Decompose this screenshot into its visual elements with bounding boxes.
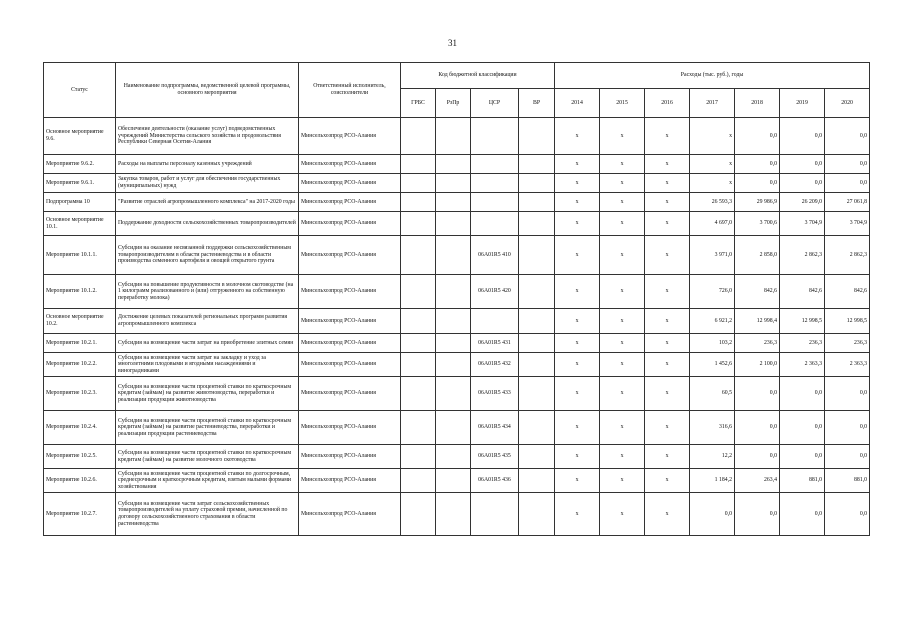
value-cell: x <box>645 445 690 469</box>
rzpr-cell <box>436 493 471 536</box>
grbs-cell <box>401 493 436 536</box>
name-cell: Субсидия на возмещение части затрат сельскохозяйственных товаропроизводителей на уплату страховой премии, начисленной по договору сельскохозяйственного страхования в области растениеводства <box>116 493 299 536</box>
grbs-cell <box>401 377 436 411</box>
header-expenses: Расходы (тыс. руб.), годы <box>555 63 870 89</box>
rzpr-cell <box>436 411 471 445</box>
value-cell: x <box>555 309 600 334</box>
executor-cell: Минсельхозпрод РСО-Алания <box>299 193 401 212</box>
status-cell: Мероприятие 10.2.1. <box>44 334 116 353</box>
vr-cell <box>519 174 555 193</box>
value-cell: x <box>555 193 600 212</box>
table-row <box>44 493 870 536</box>
value-cell: 0,0 <box>780 493 825 536</box>
status-cell: Основное мероприятие 10.2. <box>44 309 116 334</box>
vr-cell <box>519 193 555 212</box>
value-cell: x <box>645 212 690 236</box>
value-cell: 6 921,2 <box>690 309 735 334</box>
name-cell: Расходы на выплаты персоналу казенных учреждений <box>116 155 299 174</box>
status-cell: Основное мероприятие 9.6. <box>44 118 116 155</box>
value-cell: 3 704,9 <box>780 212 825 236</box>
grbs-cell <box>401 469 436 493</box>
value-cell: 0,0 <box>825 155 870 174</box>
status-cell: Мероприятие 10.1.2. <box>44 275 116 309</box>
grbs-cell <box>401 236 436 275</box>
rzpr-cell <box>436 309 471 334</box>
value-cell: 27 061,8 <box>825 193 870 212</box>
header-year: 2014 <box>555 89 600 118</box>
value-cell: 103,2 <box>690 334 735 353</box>
vr-cell <box>519 353 555 377</box>
value-cell: x <box>555 275 600 309</box>
value-cell: 0,0 <box>825 493 870 536</box>
value-cell: 0,0 <box>780 155 825 174</box>
name-cell: Субсидия на возмещение части процентной ставки по краткосрочным кредитам (займам) на развитие растениеводства, переработки и реализации продукции растениеводства <box>116 411 299 445</box>
value-cell: x <box>645 334 690 353</box>
executor-cell: Минсельхозпрод РСО-Алания <box>299 469 401 493</box>
value-cell: 26 593,3 <box>690 193 735 212</box>
budget-table <box>43 62 870 536</box>
name-cell: Субсидия на возмещение части процентной ставки по краткосрочным кредитам (займам) на развитие животноводства, переработки и реализации продукции животноводства <box>116 377 299 411</box>
value-cell: x <box>600 193 645 212</box>
value-cell: x <box>690 118 735 155</box>
name-cell: Субсидия на возмещение части затрат на приобретение элитных семян <box>116 334 299 353</box>
vr-cell <box>519 275 555 309</box>
value-cell: 0,0 <box>825 377 870 411</box>
value-cell: 0,0 <box>735 493 780 536</box>
value-cell: x <box>600 118 645 155</box>
executor-cell: Минсельхозпрод РСО-Алания <box>299 445 401 469</box>
grbs-cell <box>401 174 436 193</box>
grbs-cell <box>401 193 436 212</box>
rzpr-cell <box>436 118 471 155</box>
value-cell: 0,0 <box>780 118 825 155</box>
value-cell: 2 100,0 <box>735 353 780 377</box>
value-cell: x <box>600 493 645 536</box>
value-cell: 3 704,9 <box>825 212 870 236</box>
table-row <box>44 469 870 493</box>
value-cell: 0,0 <box>735 155 780 174</box>
rzpr-cell <box>436 212 471 236</box>
name-cell: Поддержание доходности сельскохозяйственных товаропроизводителей <box>116 212 299 236</box>
vr-cell <box>519 411 555 445</box>
rzpr-cell <box>436 445 471 469</box>
name-cell: Закупка товаров, работ и услуг для обеспечения государственных (муниципальных) нужд <box>116 174 299 193</box>
header-vr: ВР <box>519 89 555 118</box>
value-cell: 26 209,0 <box>780 193 825 212</box>
table-body <box>44 118 870 536</box>
value-cell: 0,0 <box>825 118 870 155</box>
rzpr-cell <box>436 155 471 174</box>
executor-cell: Минсельхозпрод РСО-Алания <box>299 493 401 536</box>
grbs-cell <box>401 309 436 334</box>
vr-cell <box>519 493 555 536</box>
value-cell: 4 697,0 <box>690 212 735 236</box>
csr-cell: 06А01R5 434 <box>471 411 519 445</box>
name-cell: Субсидия на оказание несвязанной поддержки сельскохозяйственным товаропроизводителям в области растениеводства и в области производства семенного картофеля и овощей открытого грунта <box>116 236 299 275</box>
rzpr-cell <box>436 334 471 353</box>
grbs-cell <box>401 275 436 309</box>
value-cell: x <box>645 275 690 309</box>
value-cell: x <box>555 445 600 469</box>
value-cell: x <box>600 411 645 445</box>
value-cell: 0,0 <box>735 174 780 193</box>
status-cell: Основное мероприятие 10.1. <box>44 212 116 236</box>
value-cell: x <box>555 377 600 411</box>
value-cell: x <box>645 309 690 334</box>
status-cell: Мероприятие 10.2.2. <box>44 353 116 377</box>
value-cell: 236,3 <box>735 334 780 353</box>
table-row <box>44 155 870 174</box>
header-name: Наименование подпрограммы, ведомственной целевой программы, основного мероприятия <box>116 63 299 118</box>
rzpr-cell <box>436 236 471 275</box>
value-cell: 12,2 <box>690 445 735 469</box>
value-cell: x <box>690 155 735 174</box>
value-cell: 2 363,3 <box>825 353 870 377</box>
value-cell: 881,0 <box>780 469 825 493</box>
table-row <box>44 174 870 193</box>
value-cell: 881,0 <box>825 469 870 493</box>
status-cell: Мероприятие 9.6.2. <box>44 155 116 174</box>
value-cell: x <box>555 155 600 174</box>
value-cell: x <box>555 174 600 193</box>
csr-cell <box>471 174 519 193</box>
value-cell: x <box>600 469 645 493</box>
value-cell: 1 184,2 <box>690 469 735 493</box>
status-cell: Мероприятие 10.2.4. <box>44 411 116 445</box>
executor-cell: Минсельхозпрод РСО-Алания <box>299 118 401 155</box>
header-csr: ЦСР <box>471 89 519 118</box>
header-bk-code: Код бюджетной классификации <box>401 63 555 89</box>
value-cell: 842,6 <box>780 275 825 309</box>
grbs-cell <box>401 445 436 469</box>
value-cell: 0,0 <box>780 445 825 469</box>
name-cell: Субсидия на повышение продуктивности в молочном скотоводстве (на 1 килограмм реализованного и (или) отгруженного на собственную переработку молока) <box>116 275 299 309</box>
name-cell: "Развитие отраслей агропромышленного комплекса" на 2017-2020 годы <box>116 193 299 212</box>
table-row <box>44 309 870 334</box>
header-year: 2020 <box>825 89 870 118</box>
csr-cell: 06А01R5 436 <box>471 469 519 493</box>
value-cell: 726,0 <box>690 275 735 309</box>
rzpr-cell <box>436 174 471 193</box>
value-cell: 29 986,9 <box>735 193 780 212</box>
value-cell: 12 998,5 <box>825 309 870 334</box>
value-cell: 0,0 <box>825 445 870 469</box>
grbs-cell <box>401 118 436 155</box>
vr-cell <box>519 118 555 155</box>
rzpr-cell <box>436 193 471 212</box>
csr-cell: 06А01R5 410 <box>471 236 519 275</box>
value-cell: x <box>600 236 645 275</box>
header-grbs: ГРБС <box>401 89 436 118</box>
executor-cell: Минсельхозпрод РСО-Алания <box>299 155 401 174</box>
value-cell: x <box>555 334 600 353</box>
header-year: 2015 <box>600 89 645 118</box>
table-row <box>44 445 870 469</box>
header-status: Статус <box>44 63 116 118</box>
value-cell: x <box>555 212 600 236</box>
value-cell: x <box>645 155 690 174</box>
value-cell: 2 862,3 <box>825 236 870 275</box>
page-number: 31 <box>448 38 457 48</box>
value-cell: x <box>645 353 690 377</box>
status-cell: Подпрограмма 10 <box>44 193 116 212</box>
value-cell: 2 862,3 <box>780 236 825 275</box>
table-row <box>44 193 870 212</box>
value-cell: x <box>600 445 645 469</box>
name-cell: Обеспечение деятельности (оказание услуг) подведомственных учреждений Министерства сельского хозяйства и продовольствия Республики Северная Осетия-Алания <box>116 118 299 155</box>
value-cell: x <box>600 309 645 334</box>
rzpr-cell <box>436 377 471 411</box>
table-row <box>44 236 870 275</box>
vr-cell <box>519 155 555 174</box>
status-cell: Мероприятие 10.2.5. <box>44 445 116 469</box>
value-cell: x <box>645 493 690 536</box>
header-rzpr: РзПр <box>436 89 471 118</box>
value-cell: x <box>600 155 645 174</box>
csr-cell <box>471 493 519 536</box>
vr-cell <box>519 309 555 334</box>
value-cell: 316,6 <box>690 411 735 445</box>
value-cell: x <box>555 236 600 275</box>
value-cell: 236,3 <box>780 334 825 353</box>
vr-cell <box>519 377 555 411</box>
value-cell: 3 700,6 <box>735 212 780 236</box>
value-cell: x <box>645 236 690 275</box>
value-cell: 2 363,3 <box>780 353 825 377</box>
value-cell: 0,0 <box>735 445 780 469</box>
executor-cell: Минсельхозпрод РСО-Алания <box>299 411 401 445</box>
vr-cell <box>519 334 555 353</box>
executor-cell: Минсельхозпрод РСО-Алания <box>299 275 401 309</box>
executor-cell: Минсельхозпрод РСО-Алания <box>299 174 401 193</box>
value-cell: x <box>690 174 735 193</box>
value-cell: x <box>555 493 600 536</box>
status-cell: Мероприятие 9.6.1. <box>44 174 116 193</box>
csr-cell <box>471 193 519 212</box>
value-cell: 842,6 <box>825 275 870 309</box>
grbs-cell <box>401 155 436 174</box>
grbs-cell <box>401 353 436 377</box>
value-cell: 2 858,0 <box>735 236 780 275</box>
value-cell: x <box>555 118 600 155</box>
csr-cell: 06А01R5 431 <box>471 334 519 353</box>
value-cell: 0,0 <box>825 174 870 193</box>
header-year: 2019 <box>780 89 825 118</box>
value-cell: 60,5 <box>690 377 735 411</box>
csr-cell <box>471 118 519 155</box>
name-cell: Субсидия на возмещение части процентной ставки по долгосрочным, среднесрочным и краткосрочным кредитам, взятым малыми формами хозяйствования <box>116 469 299 493</box>
value-cell: x <box>555 411 600 445</box>
csr-cell <box>471 309 519 334</box>
header-executor: Ответственный исполнитель, соисполнители <box>299 63 401 118</box>
value-cell: x <box>600 275 645 309</box>
header-year: 2018 <box>735 89 780 118</box>
status-cell: Мероприятие 10.1.1. <box>44 236 116 275</box>
value-cell: 0,0 <box>780 377 825 411</box>
value-cell: 0,0 <box>735 411 780 445</box>
vr-cell <box>519 236 555 275</box>
value-cell: x <box>555 469 600 493</box>
value-cell: x <box>600 334 645 353</box>
value-cell: 0,0 <box>690 493 735 536</box>
executor-cell: Минсельхозпрод РСО-Алания <box>299 377 401 411</box>
table-row <box>44 118 870 155</box>
name-cell: Субсидия на возмещение части процентной ставки по краткосрочным кредитам (займам) на развитие молочного скотоводства <box>116 445 299 469</box>
value-cell: 0,0 <box>780 174 825 193</box>
header-year: 2017 <box>690 89 735 118</box>
table-row <box>44 377 870 411</box>
rzpr-cell <box>436 275 471 309</box>
executor-cell: Минсельхозпрод РСО-Алания <box>299 236 401 275</box>
vr-cell <box>519 212 555 236</box>
value-cell: 236,3 <box>825 334 870 353</box>
value-cell: x <box>645 193 690 212</box>
table-row <box>44 411 870 445</box>
executor-cell: Минсельхозпрод РСО-Алания <box>299 334 401 353</box>
status-cell: Мероприятие 10.2.6. <box>44 469 116 493</box>
value-cell: 0,0 <box>735 377 780 411</box>
csr-cell <box>471 212 519 236</box>
status-cell: Мероприятие 10.2.3. <box>44 377 116 411</box>
csr-cell: 06А01R5 435 <box>471 445 519 469</box>
value-cell: x <box>645 469 690 493</box>
value-cell: 263,4 <box>735 469 780 493</box>
value-cell: 0,0 <box>735 118 780 155</box>
header-year: 2016 <box>645 89 690 118</box>
value-cell: x <box>600 353 645 377</box>
table-row <box>44 353 870 377</box>
value-cell: 3 971,0 <box>690 236 735 275</box>
csr-cell: 06А01R5 433 <box>471 377 519 411</box>
csr-cell <box>471 155 519 174</box>
value-cell: 0,0 <box>780 411 825 445</box>
name-cell: Субсидия на возмещение части затрат на закладку и уход за многолетними плодовыми и ягодными насаждениями и виноградниками <box>116 353 299 377</box>
rzpr-cell <box>436 353 471 377</box>
status-cell: Мероприятие 10.2.7. <box>44 493 116 536</box>
value-cell: x <box>645 377 690 411</box>
grbs-cell <box>401 212 436 236</box>
csr-cell: 06А01R5 432 <box>471 353 519 377</box>
value-cell: 0,0 <box>825 411 870 445</box>
table-row <box>44 275 870 309</box>
value-cell: x <box>600 377 645 411</box>
value-cell: 1 452,6 <box>690 353 735 377</box>
csr-cell: 06А01R5 420 <box>471 275 519 309</box>
vr-cell <box>519 445 555 469</box>
table-row <box>44 334 870 353</box>
grbs-cell <box>401 334 436 353</box>
value-cell: x <box>600 212 645 236</box>
vr-cell <box>519 469 555 493</box>
executor-cell: Минсельхозпрод РСО-Алания <box>299 309 401 334</box>
table-row <box>44 212 870 236</box>
value-cell: 12 998,5 <box>780 309 825 334</box>
value-cell: x <box>645 411 690 445</box>
value-cell: 12 998,4 <box>735 309 780 334</box>
name-cell: Достижение целевых показателей региональных программ развития агропромышленного комплекса <box>116 309 299 334</box>
executor-cell: Минсельхозпрод РСО-Алания <box>299 353 401 377</box>
rzpr-cell <box>436 469 471 493</box>
executor-cell: Минсельхозпрод РСО-Алания <box>299 212 401 236</box>
grbs-cell <box>401 411 436 445</box>
value-cell: x <box>600 174 645 193</box>
value-cell: x <box>555 353 600 377</box>
value-cell: x <box>645 174 690 193</box>
value-cell: x <box>645 118 690 155</box>
value-cell: 842,6 <box>735 275 780 309</box>
